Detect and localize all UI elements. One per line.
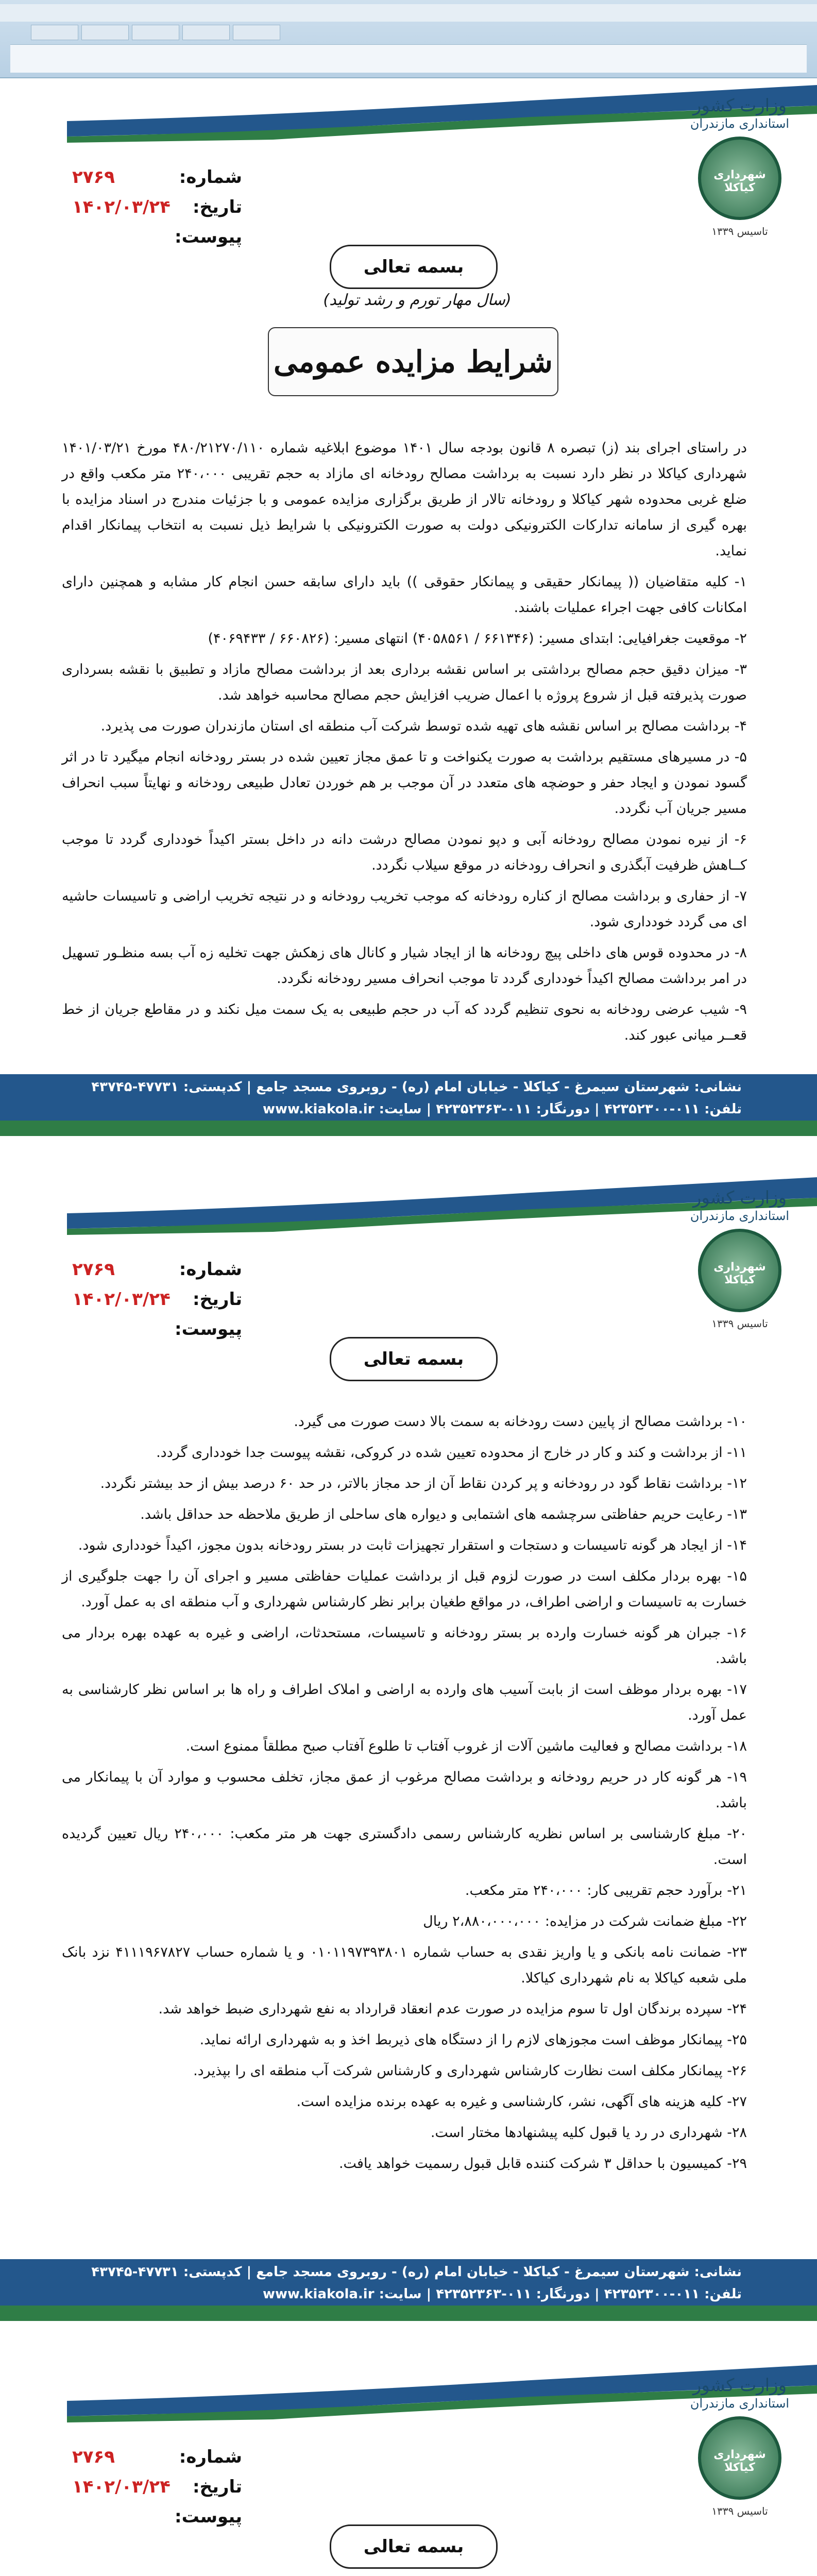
list-item: ۲۷- کلیه هزینه های آگهی، نشر، کارشناسی و غیره به عهده برنده مزایده است. [296, 2094, 747, 2110]
page-footer [0, 2239, 817, 2331]
bismillah: بسمه تعالی [330, 1337, 498, 1381]
org-emblem [683, 95, 796, 265]
toolbar-ribbon [10, 44, 807, 73]
org-sub: استانداری مازندران [690, 1208, 790, 1223]
org-name: وزارت کشور [692, 1188, 787, 1208]
est-year: تاسیس ۱۳۳۹ [711, 225, 768, 238]
attachment-label: پیوست: [175, 2506, 242, 2527]
number-value: ۲۷۶۹ [72, 167, 115, 188]
city-seal-icon: شهرداری کیاکلا [698, 137, 781, 220]
list-item: ۲۶- پیمانکار مکلف است نظارت کارشناس شهرداری و کارشناس شرکت آب منطقه ای را بپذیرد. [193, 2063, 747, 2079]
list-item: ۱۶- جبران هر گونه خسارت وارده بر بستر رودخانه و تاسیسات، مستحدثات، اراضی و غیره به عهده بهره بردار می باشد. [62, 1625, 747, 1667]
list-item: ۲۹- کمیسیون با حداقل ۳ شرکت کننده قابل قبول رسمیت خواهد یافت. [338, 2156, 747, 2172]
list-item: ۱۷- بهره بردار موظف است از بابت آسیب های وارده به اراضی و املاک اطراف و راه ها بر اساس نظر کارشناسی به عمل آورد. [62, 1682, 747, 1723]
intro-paragraph: در راستای اجرای بند (ز) تبصره ۸ قانون بودجه سال ۱۴۰۱ موضوع ابلاغیه شماره ۴۸۰/۲۱۲۷۰/۱۱۰ مورخ ۱۴۰۱/۰۳/۲۱ شهرداری کیاکلا در نظر دارد نسبت به برداشت مصالح رودخانه ای مازاد به حجم تقریبی ۲۴۰،۰۰۰ متر مکعب واقع در ضلع غربی محدوده شهر کیاکلا و رودخانه تالار از طریق برگزاری مزایده عمومی و با جزئیات مندرج در اسناد مزایده با بهره گیری از سامانه تدارکات الکترونیکی دولت به صورت الکترونیکی با شرایط ذیل نسبت به انتخاب پیمانکار اقدام نماید. [62, 440, 747, 559]
org-sub: استانداری مازندران [690, 116, 790, 131]
org-name: وزارت کشور [692, 2375, 787, 2396]
number-label: شماره: [179, 167, 242, 188]
list-item: ۱۳- رعایت حریم حفاظتی سرچشمه های اشتمابی و دیواره های ساحلی از طریق ملاحظه حد حداقل باشد. [140, 1506, 747, 1522]
city-seal-icon: شهرداری کیاکلا [698, 2416, 781, 2500]
bismillah: بسمه تعالی [330, 245, 498, 289]
list-item: ۱۱- از برداشت و کند و کار در خارج از محدوده تعیین شده در کروکی، نقشه پیوست جدا خودداری گردد. [156, 1445, 747, 1461]
footer-address: نشانی: شهرستان سیمرغ - کیاکلا - خیابان امام (ره) - روبروی مسجد جامع | کدپستی: ۴۷۷۳۱-۴۳۷۴۵ [91, 2264, 742, 2280]
toolbar-tabs [31, 25, 280, 40]
toolbar-tab[interactable] [182, 25, 230, 40]
list-item: ۲۱- برآورد حجم تقریبی کار: ۲۴۰،۰۰۰ متر مکعب. [465, 1883, 747, 1899]
footer-contact: تلفن: ۰۱۱-۴۲۳۵۲۳۰۰ | دورنگار: ۰۱۱-۴۲۳۵۲۳۶۳ | سایت: www.kiakola.ir [262, 1101, 742, 1117]
letter-meta [72, 162, 242, 252]
list-item: ۸- در محدوده قوس های داخلی پیچ رودخانه ها از ایجاد شیار و کانال های زهکش جهت تخلیه زه آب بسه منظـور تسهیل در امر برداشت مصالح اکیداً خودداری گردد تا موجب انحراف مسیر رودخانه نگردد. [62, 945, 747, 987]
number-value: ۲۷۶۹ [72, 1259, 115, 1280]
page2-body [62, 1409, 747, 2182]
footer-bar-green [0, 2306, 817, 2321]
date-label: تاریخ: [193, 197, 242, 217]
org-emblem [683, 2375, 796, 2545]
document-page-1 [0, 85, 817, 1151]
est-year: تاسیس ۱۳۳۹ [711, 2504, 768, 2517]
org-sub: استانداری مازندران [690, 2396, 790, 2411]
date-value: ۱۴۰۲/۰۳/۲۴ [72, 2477, 171, 2497]
list-item: ۹- شیب عرضی رودخانه به نحوی تنظیم گردد که آب در حجم طبیعی به یک سمت میل نکند و در مقاطع جریان از خط قعــر میانی عبور کند. [62, 1002, 747, 1043]
attachment-label: پیوست: [175, 1319, 242, 1340]
list-item: ۲۰- مبلغ کارشناسی بر اساس نظریه کارشناس رسمی دادگستری جهت هر متر مکعب: ۲۴۰،۰۰۰ ریال تعیین گردیده است. [62, 1826, 747, 1868]
list-item: ۳- میزان دقیق حجم مصالح برداشتی بر اساس نقشه برداری بعد از برداشت مصالح مازاد و تطبیق با نقشه بسرداری صورت پذیرفته قبل از شروع پروژه با اعمال ضریب افزایش حجم مصالح محاسبه خواهد شد. [62, 662, 747, 703]
list-item: ۱۸- برداشت مصالح و فعالیت ماشین آلات از غروب آفتاب تا طلوع آفتاب صبح مطلقاً ممنوع است. [185, 1738, 747, 1754]
list-item: ۶- از نیره نمودن مصالح رودخانه آبی و دپو نمودن مصالح درشت دانه در داخل بستر اکیداً خودداری گردد تا موجب کــاهش ظرفیت آبگذری و انحراف رودخانه در موقع سیلاب نگردد. [62, 832, 747, 873]
toolbar-tab[interactable] [81, 25, 129, 40]
list-item: ۱۲- برداشت نقاط گود در رودخانه و پر کردن نقاط آن از حد مجاز بالاتر، در حد ۶۰ درصد بیش از حد بیشتر نگردد. [100, 1476, 747, 1492]
list-item: ۱۰- برداشت مصالح از پایین دست رودخانه به سمت بالا دست صورت می گیرد. [294, 1414, 747, 1430]
list-item: ۲۳- ضمانت نامه بانکی و یا واریز نقدی به حساب شماره ۰۱۰۱۱۹۷۳۹۳۸۰۱ و یا شماره حساب ۴۱۱۱۹۶۷۸۲۷ نزد بانک ملی شعبه کیاکلا به نام شهرداری کیاکلا. [62, 1944, 747, 1986]
footer-address: نشانی: شهرستان سیمرغ - کیاکلا - خیابان امام (ره) - روبروی مسجد جامع | کدپستی: ۴۷۷۳۱-۴۳۷۴۵ [91, 1079, 742, 1095]
attachment-label: پیوست: [175, 227, 242, 247]
list-item: ۲۲- مبلغ ضمانت شرکت در مزایده: ۲،۸۸۰،۰۰۰،۰۰۰ ریال [423, 1913, 747, 1929]
document-page-3 [0, 2365, 817, 2576]
date-label: تاریخ: [193, 2477, 242, 2497]
page-footer [0, 1054, 817, 1146]
toolbar-tab[interactable] [233, 25, 280, 40]
list-item: ۷- از حفاری و برداشت مصالح از کناره رودخانه که موجب تخریب رودخانه و در نتیجه تخریب اراضی و تاسیسات حاشیه ای می گردد خودداری شود. [62, 888, 747, 930]
page-title: شرایط مزایده عمومی [268, 327, 558, 396]
list-item: ۲۸- شهرداری در رد یا قبول کلیه پیشنهادها مختار است. [430, 2125, 747, 2141]
footer-contact: تلفن: ۰۱۱-۴۲۳۵۲۳۰۰ | دورنگار: ۰۱۱-۴۲۳۵۲۳۶۳ | سایت: www.kiakola.ir [262, 2286, 742, 2302]
date-value: ۱۴۰۲/۰۳/۲۴ [72, 197, 171, 217]
list-item: ۲۵- پیمانکار موظف است مجوزهای لازم را از دستگاه های ذیربط اخذ و به شهرداری ارائه نماید. [199, 2032, 747, 2048]
list-item: ۱۹- هر گونه کار در حریم رودخانه و برداشت مصالح مرغوب از عمق مجاز، تخلف محسوب و موارد آن با پیمانکار می باشد. [62, 1769, 747, 1811]
browser-toolbar [0, 0, 817, 78]
date-label: تاریخ: [193, 1289, 242, 1310]
list-item: ۵- در مسیرهای مستقیم برداشت به صورت یکنواخت و تا عمق مجاز تعیین شده در بستر رودخانه انجام میگیرد تا در اثر گسود نمودن و ایجاد حفر و حوضچه های متعدد در آن موجب بر هم خوردن تعادل طبیعی رودخانه و نهایتاً سبب انحراف مسیر جریان آب نگردد. [62, 749, 747, 817]
number-value: ۲۷۶۹ [72, 2447, 115, 2467]
bismillah: بسمه تعالی [330, 2524, 498, 2569]
city-seal-icon: شهرداری کیاکلا [698, 1229, 781, 1312]
list-item: ۲۴- سپرده برندگان اول تا سوم مزایده در صورت عدم انعقاد قرارداد به نفع شهرداری ضبط خواهد شد. [158, 2001, 747, 2017]
list-item: ۴- برداشت مصالح بر اساس نقشه های تهیه شده توسط شرکت آب منطقه ای استان مازندران صورت می پذیرد. [100, 718, 747, 734]
letter-meta [72, 2442, 242, 2532]
org-name: وزارت کشور [692, 95, 787, 116]
toolbar-strip [0, 4, 817, 22]
number-label: شماره: [179, 1259, 242, 1280]
letter-meta [72, 1255, 242, 1344]
toolbar-tab[interactable] [31, 25, 78, 40]
footer-bar-green [0, 1121, 817, 1136]
org-emblem [683, 1188, 796, 1358]
list-item: ۱۵- بهره بردار مکلف است در صورت لزوم قبل از برداشت عملیات حفاظتی مسیر و اجرای آن را جهت جلوگیری از خسارت به تاسیسات و اراضی اطراف، در مواقع طغیان برابر نظر کارشناس شهرداری و آب منطقه ای به عمل آورد. [62, 1568, 747, 1610]
list-item: ۲- موقعیت جغرافیایی: ابتدای مسیر: (۶۶۱۳۴۶ / ۴۰۵۸۵۶۱) انتهای مسیر: (۶۶۰۸۲۶ / ۴۰۶۹۴۳۳) [208, 631, 747, 647]
page1-body [62, 435, 747, 1054]
year-motto: (سال مهار تورم و رشد تولید) [323, 291, 512, 309]
date-value: ۱۴۰۲/۰۳/۲۴ [72, 1289, 171, 1310]
toolbar-tab[interactable] [132, 25, 179, 40]
document-page-2 [0, 1177, 817, 2336]
est-year: تاسیس ۱۳۳۹ [711, 1317, 768, 1330]
list-item: ۱- کلیه متقاضیان (( پیمانکار حقیقی و پیمانکار حقوقی )) باید دارای سابقه حسن انجام کار مشابه و همچنین دارای امکانات کافی جهت اجراء عملیات باشند. [62, 574, 747, 616]
list-item: ۱۴- از ایجاد هر گونه تاسیسات و دستجات و استقرار تجهیزات ثابت در بستر رودخانه بدون مجوز، اکیداً خودداری شود. [78, 1537, 747, 1553]
number-label: شماره: [179, 2447, 242, 2467]
